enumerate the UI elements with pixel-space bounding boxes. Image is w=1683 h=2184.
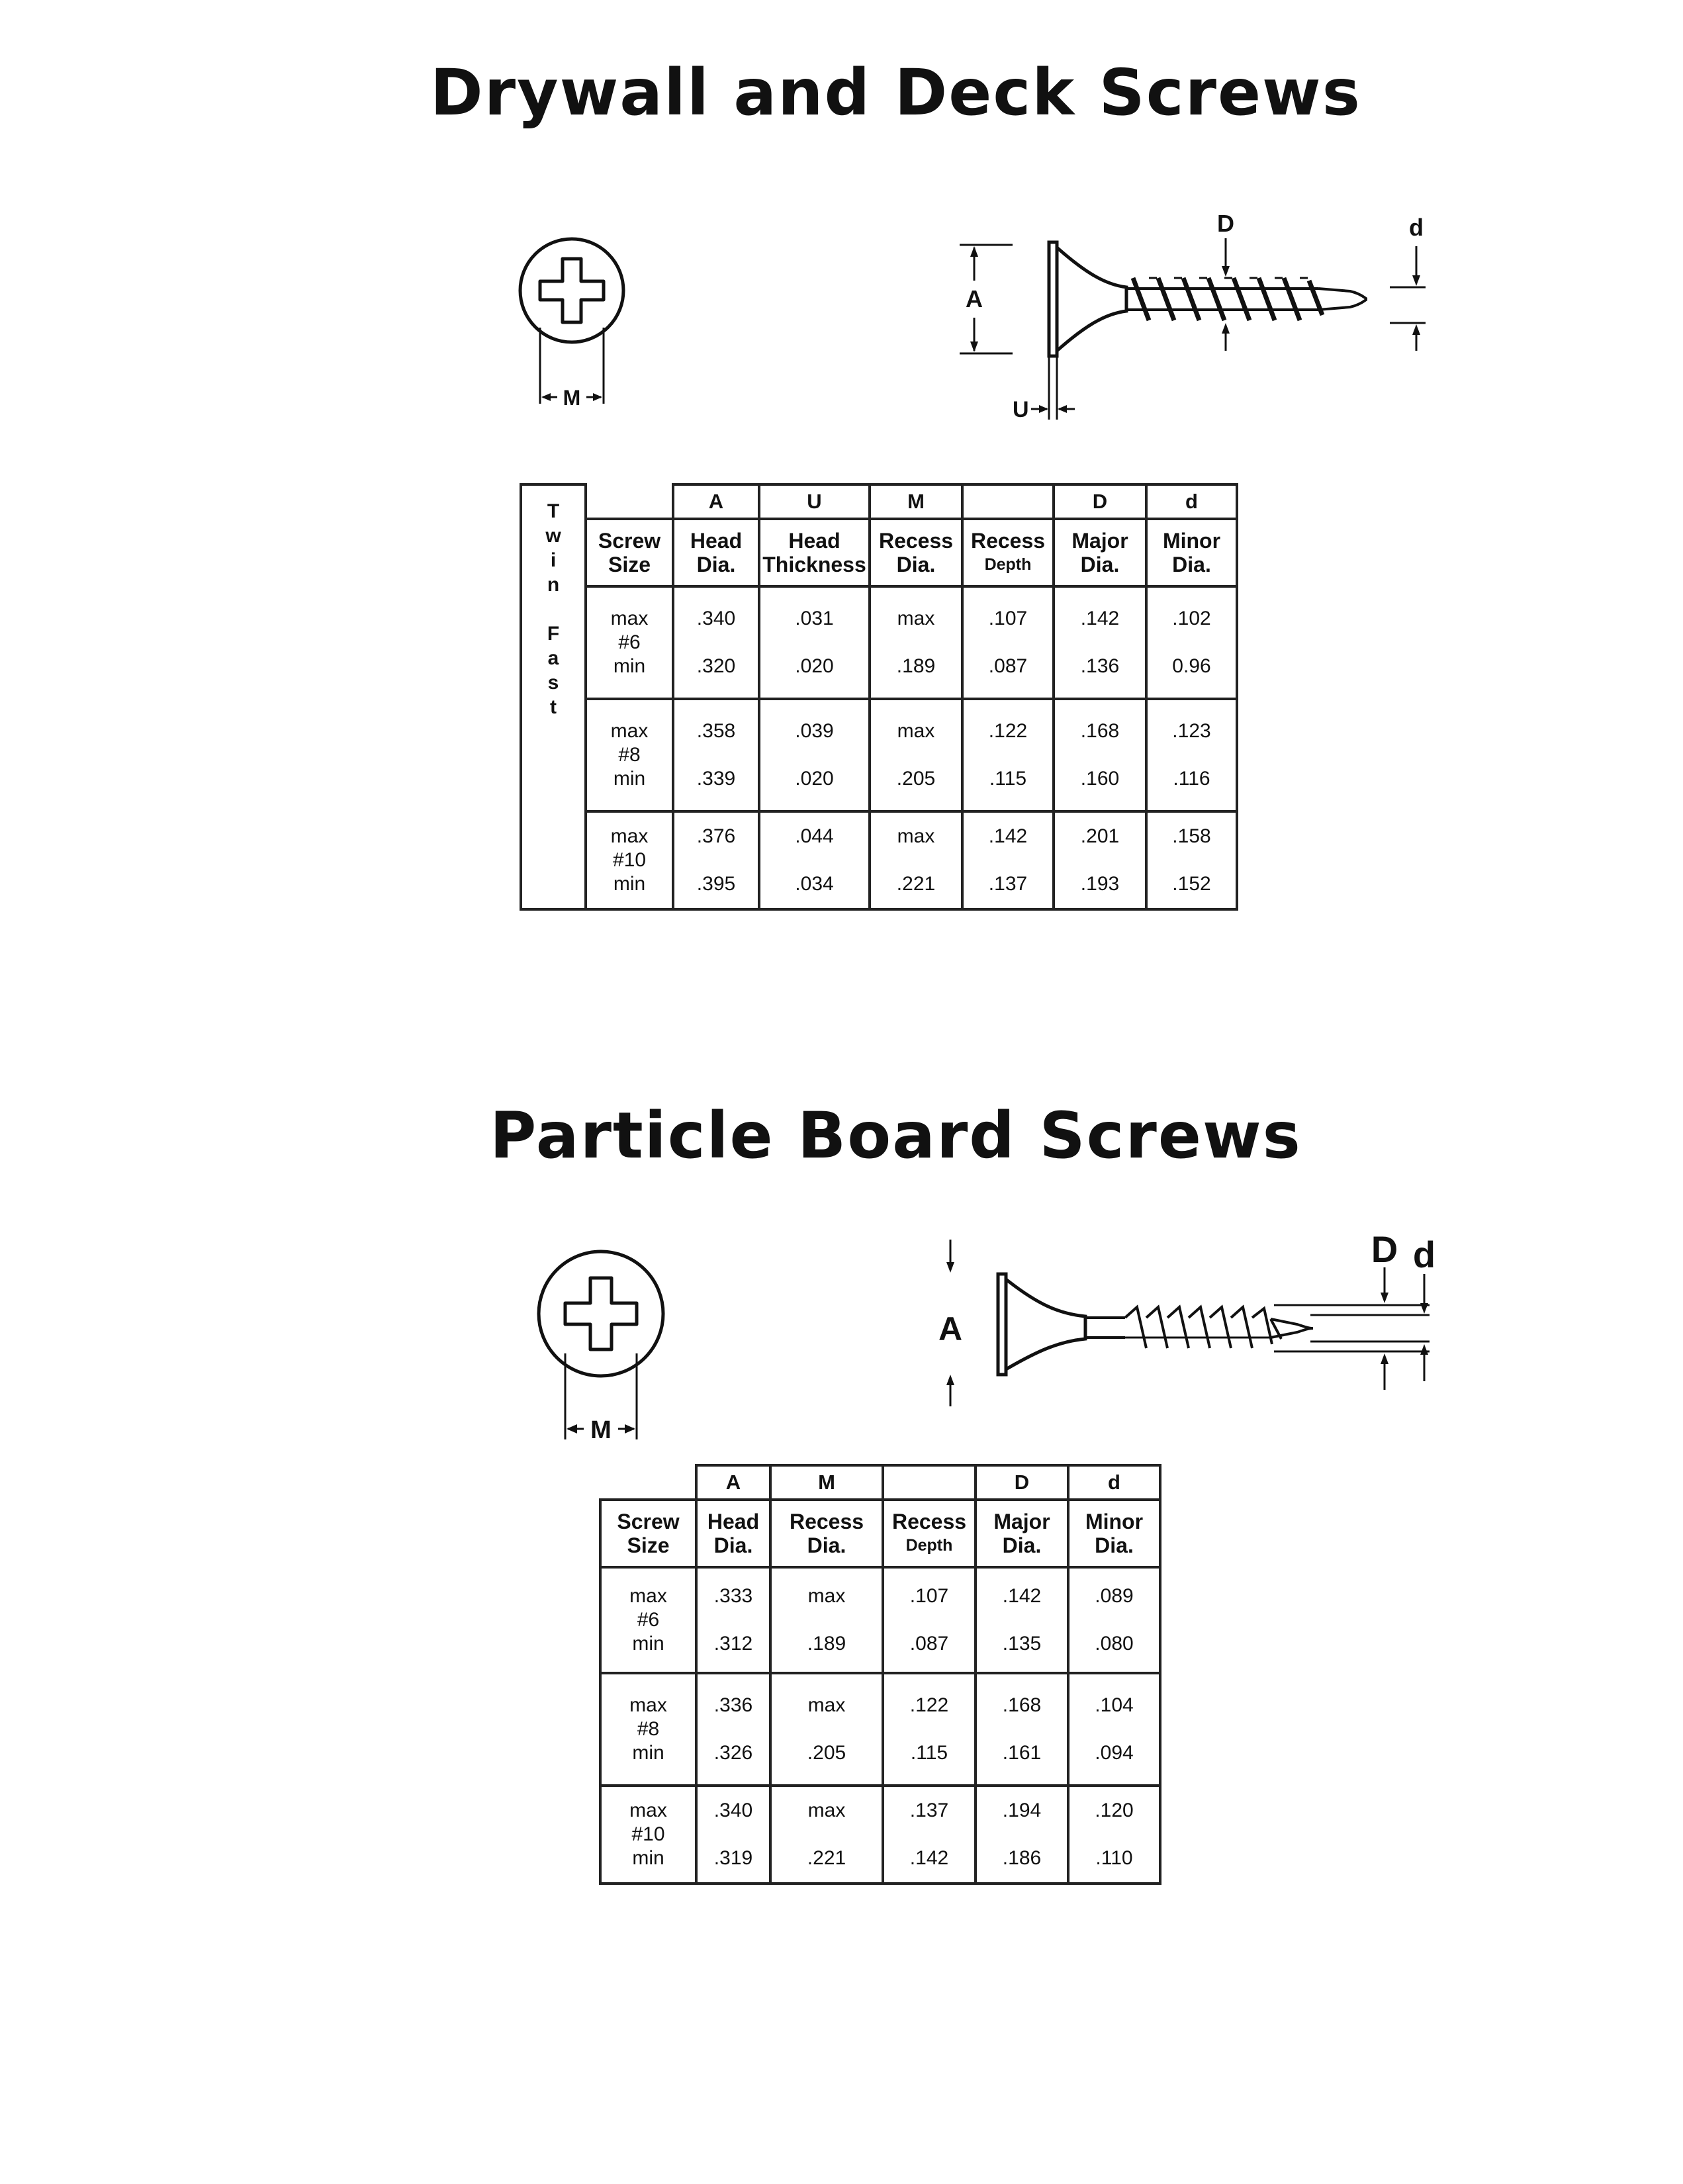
value-cell: max .205: [770, 1673, 883, 1786]
letter-m: M: [770, 1465, 883, 1500]
value-cell: .358 .339: [673, 699, 759, 811]
particle-board-screw-side-diagram: [927, 1228, 1443, 1420]
value-cell: max .221: [870, 811, 962, 909]
table-row: [600, 1786, 1160, 1884]
value-cell: .340 .320: [673, 586, 759, 699]
label-m: M: [590, 1416, 612, 1444]
screw-size-cell: max #8 min: [586, 699, 673, 811]
value-cell: .104 .094: [1068, 1673, 1160, 1786]
header-screw-size: Screw Size: [600, 1500, 696, 1567]
header-recess-dia: Recess Dia.: [870, 519, 962, 586]
header-minor-dia: Minor Dia.: [1146, 519, 1237, 586]
value-cell: .142 .135: [976, 1567, 1068, 1673]
particle-board-spec-table: [599, 1464, 1161, 1885]
table-row: [521, 699, 1237, 811]
header-head-dia: Head Dia.: [673, 519, 759, 586]
value-cell: .122 .115: [883, 1673, 976, 1786]
value-cell: .201 .193: [1054, 811, 1146, 909]
letter-a: A: [696, 1465, 770, 1500]
header-minor-dia: Minor Dia.: [1068, 1500, 1160, 1567]
value-cell: .168 .161: [976, 1673, 1068, 1786]
phillips-head-diagram: [516, 235, 635, 414]
label-minor-d: d: [1409, 214, 1424, 241]
screw-size-cell: max #6 min: [586, 586, 673, 699]
letter-m: M: [870, 484, 962, 519]
value-cell: .336 .326: [696, 1673, 770, 1786]
section-title-drywall: Drywall and Deck Screws: [430, 56, 1361, 130]
value-cell: .333 .312: [696, 1567, 770, 1673]
value-cell: .102 0.96: [1146, 586, 1237, 699]
letter-minor-d: d: [1146, 484, 1237, 519]
value-cell: .168 .160: [1054, 699, 1146, 811]
header-major-dia: Major Dia.: [976, 1500, 1068, 1567]
value-cell: .039 .020: [759, 699, 870, 811]
header-screw-size: Screw Size: [586, 519, 673, 586]
header-recess-dia: Recess Dia.: [770, 1500, 883, 1567]
letter-blank: [883, 1465, 976, 1500]
letter-u: U: [759, 484, 870, 519]
screw-size-cell: max #10 min: [586, 811, 673, 909]
label-a: A: [966, 285, 983, 312]
header-major-dia: Major Dia.: [1054, 519, 1146, 586]
value-cell: .123 .116: [1146, 699, 1237, 811]
phillips-head-diagram: [529, 1248, 682, 1446]
header-recess-depth: Recess Depth: [962, 519, 1054, 586]
value-cell: .376 .395: [673, 811, 759, 909]
table-row: [600, 1567, 1160, 1673]
value-cell: .122 .115: [962, 699, 1054, 811]
value-cell: .089 .080: [1068, 1567, 1160, 1673]
table-row: [521, 586, 1237, 699]
header-head-dia: Head Dia.: [696, 1500, 770, 1567]
table-row: [521, 811, 1237, 909]
letter-major-d: D: [976, 1465, 1068, 1500]
value-cell: max .205: [870, 699, 962, 811]
section-title-particle-board: Particle Board Screws: [490, 1099, 1302, 1173]
value-cell: .031 .020: [759, 586, 870, 699]
label-a: A: [938, 1310, 963, 1347]
letter-major-d: D: [1054, 484, 1146, 519]
value-cell: .107 .087: [883, 1567, 976, 1673]
value-cell: .142 .136: [1054, 586, 1146, 699]
drywall-spec-table: [520, 483, 1238, 911]
value-cell: .340 .319: [696, 1786, 770, 1884]
letter-a: A: [673, 484, 759, 519]
drywall-screw-side-diagram: [953, 206, 1430, 432]
label-m: M: [563, 386, 581, 410]
value-cell: max .221: [770, 1786, 883, 1884]
letter-minor-d: d: [1068, 1465, 1160, 1500]
screw-size-cell: max #6 min: [600, 1567, 696, 1673]
value-cell: .137 .142: [883, 1786, 976, 1884]
label-minor-d: d: [1412, 1234, 1436, 1275]
screw-size-cell: max #10 min: [600, 1786, 696, 1884]
label-major-d: D: [1371, 1228, 1398, 1270]
table-row: [600, 1673, 1160, 1786]
label-major-d: D: [1217, 210, 1234, 237]
header-head-thickness: Head Thickness: [759, 519, 870, 586]
value-cell: .158 .152: [1146, 811, 1237, 909]
value-cell: max .189: [870, 586, 962, 699]
value-cell: .142 .137: [962, 811, 1054, 909]
value-cell: .044 .034: [759, 811, 870, 909]
value-cell: .120 .110: [1068, 1786, 1160, 1884]
value-cell: .107 .087: [962, 586, 1054, 699]
twin-fast-label: T w i n F a s t: [521, 484, 586, 909]
value-cell: .194 .186: [976, 1786, 1068, 1884]
value-cell: max .189: [770, 1567, 883, 1673]
header-recess-depth: Recess Depth: [883, 1500, 976, 1567]
letter-blank: [962, 484, 1054, 519]
label-u: U: [1013, 397, 1029, 422]
screw-size-cell: max #8 min: [600, 1673, 696, 1786]
